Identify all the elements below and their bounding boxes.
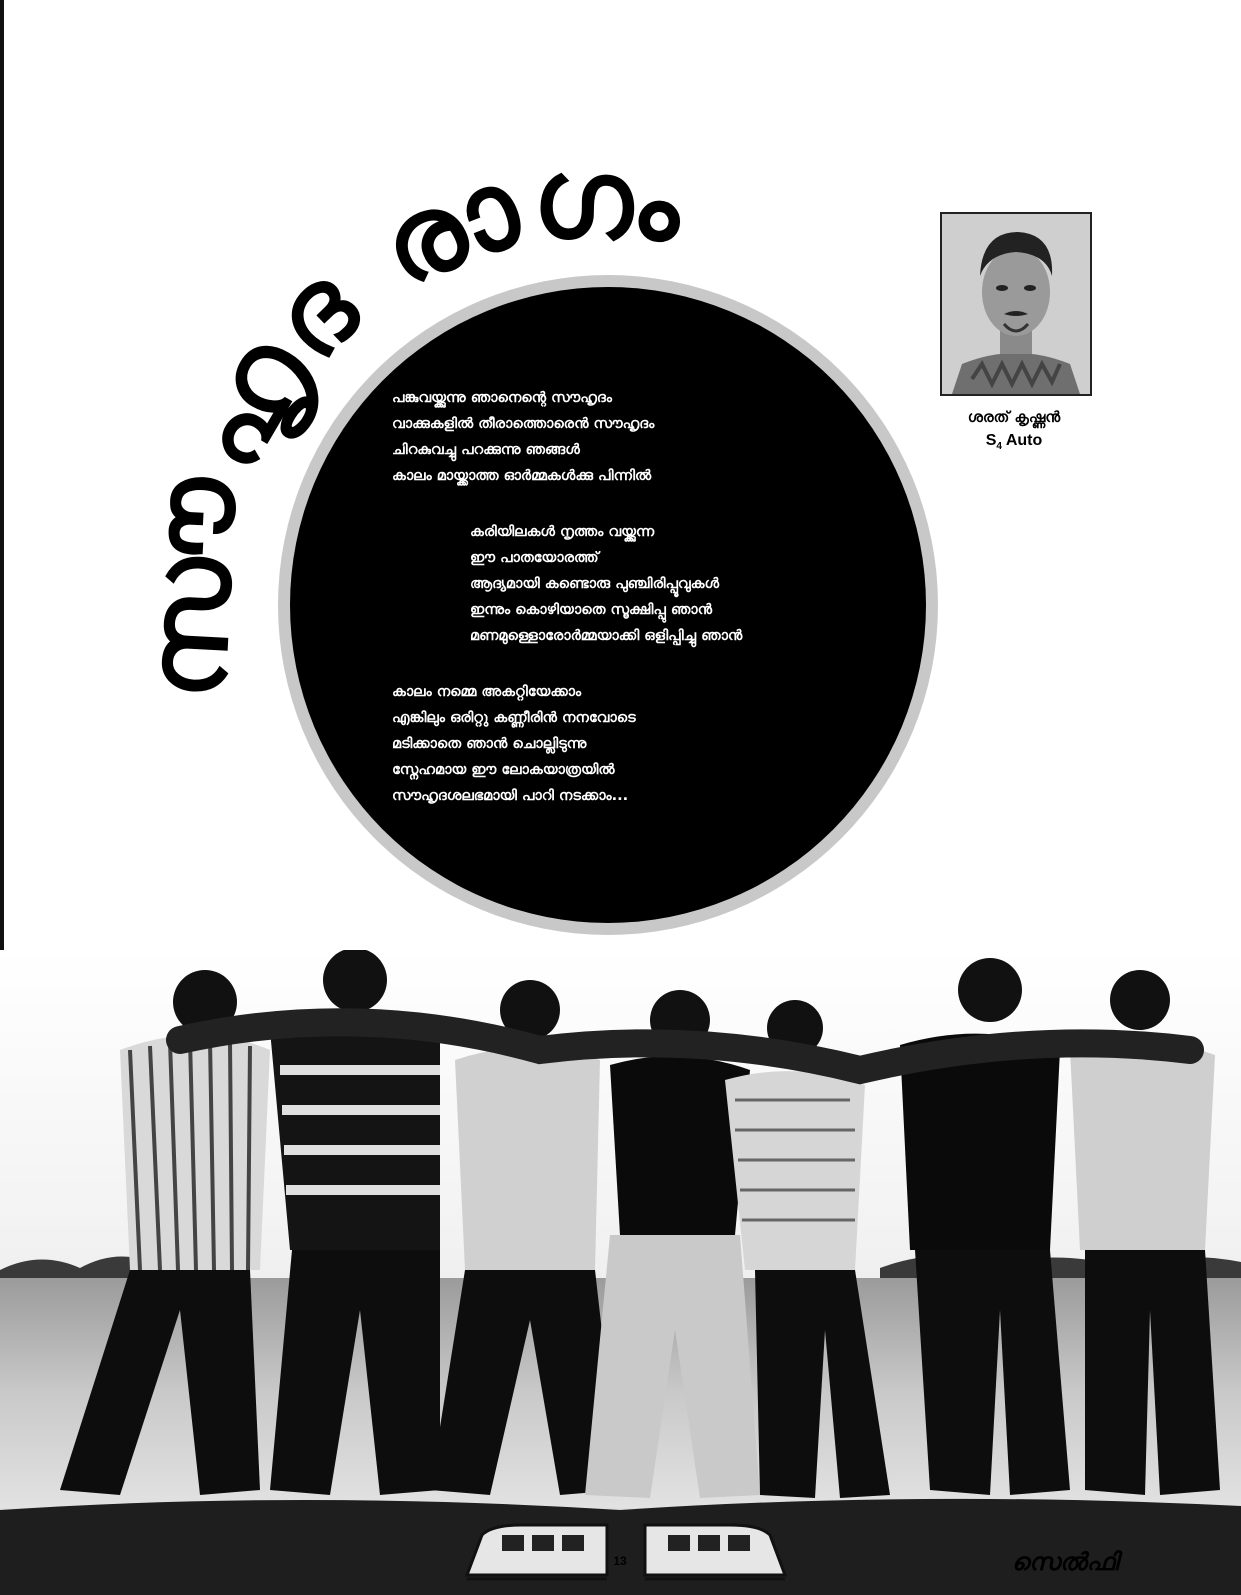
poem-line: കാലം മായ്ക്കാത്ത ഓർമ്മകൾക്കു പിന്നിൽ bbox=[392, 468, 652, 484]
poem-line: കാലം നമ്മെ അകറ്റിയേക്കാം bbox=[392, 684, 582, 700]
stanza-3 bbox=[392, 679, 892, 809]
page-number: 13 bbox=[613, 1554, 627, 1568]
train-left-icon bbox=[462, 1515, 612, 1585]
stanza-2 bbox=[470, 519, 892, 649]
author-class-branch: Auto bbox=[1001, 432, 1043, 449]
stanza-1 bbox=[392, 385, 892, 489]
poem-line: സ്നേഹമായ ഈ ലോകയാത്രയിൽ bbox=[392, 762, 615, 778]
poem-line: വാക്കുകളിൽ തീരാത്തൊരെൻ സൗഹൃദം bbox=[392, 416, 655, 432]
poem-line: കരിയിലകൾ നൃത്തം വയ്ക്കുന്ന bbox=[470, 524, 655, 540]
poem-line: എങ്കിലും ഒരിറ്റു കണ്ണീരിൻ നനവോടെ bbox=[392, 710, 636, 726]
poem-line: ആദ്യമായി കണ്ടൊരു പുഞ്ചിരിപ്പൂവുകൾ bbox=[470, 576, 720, 592]
poem-line: ഇന്നും കൊഴിയാതെ സൂക്ഷിപ്പു ഞാൻ bbox=[470, 602, 713, 618]
poem-title-path: സൗഹൃദ രാഗം bbox=[121, 134, 685, 703]
poem-line: പങ്കുവയ്ക്കുന്നു ഞാനെന്റെ സൗഹൃദം bbox=[392, 390, 612, 406]
poem-line: ഈ പാതയോരത്ത് bbox=[470, 550, 599, 566]
author-photo bbox=[940, 212, 1092, 396]
author-name: ശരത് കൃഷ്ണൻ bbox=[967, 408, 1061, 426]
poem-line: ചിറകുവച്ചു പറക്കുന്നു ഞങ്ങൾ bbox=[392, 442, 580, 458]
poem-line: മണമുള്ളൊരോർമ്മയാക്കി ഒളിപ്പിച്ചു ഞാൻ bbox=[470, 628, 743, 644]
author-portrait-icon bbox=[942, 214, 1090, 394]
poem-body bbox=[392, 385, 892, 839]
group-photo bbox=[0, 950, 1241, 1595]
poem-line: സൗഹൃദശലഭമായി പാറി നടക്കാം... bbox=[392, 788, 629, 804]
author-class-letter: S bbox=[985, 432, 997, 449]
train-right-icon bbox=[640, 1515, 790, 1585]
author-class bbox=[920, 432, 1108, 452]
photo-credit: സെൽഫി bbox=[1011, 1548, 1119, 1576]
author-class-subscript: 4 bbox=[996, 441, 1002, 453]
poem-line: മടിക്കാതെ ഞാൻ ചൊല്ലിടുന്നു bbox=[392, 736, 587, 752]
